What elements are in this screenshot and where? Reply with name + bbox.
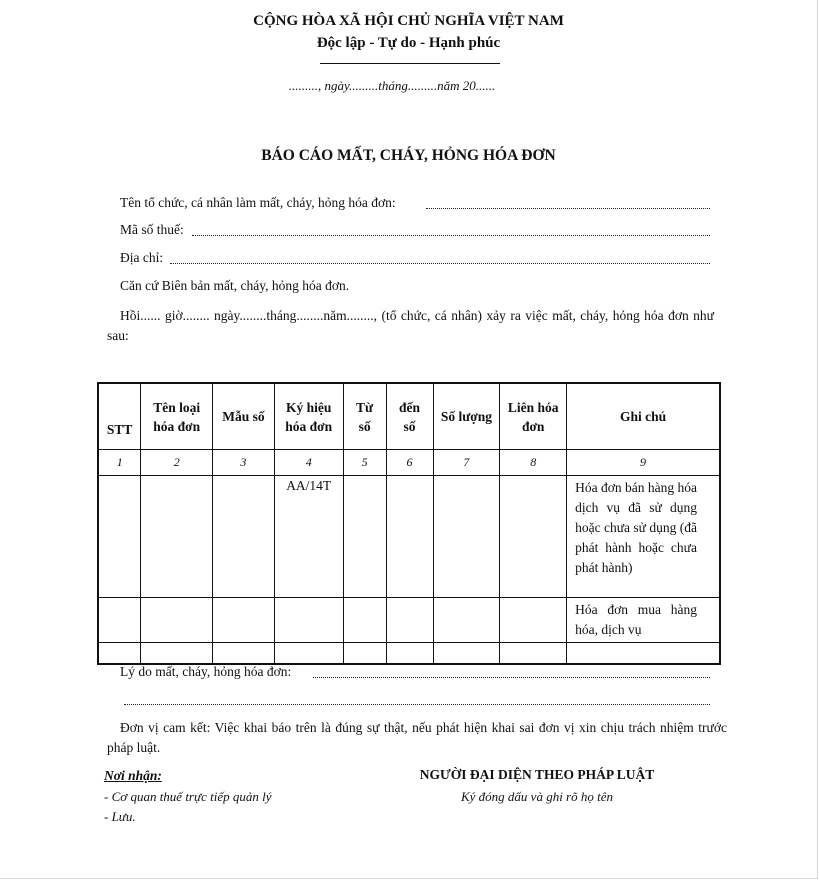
column-number: 9 bbox=[567, 450, 720, 476]
column-number: 8 bbox=[500, 450, 567, 476]
table-row bbox=[98, 598, 720, 643]
representative-subtitle: Ký đóng dấu và ghi rõ họ tên bbox=[460, 789, 613, 804]
org-name-label: Tên tổ chức, cá nhân làm mất, cháy, hỏng hóa đơn: bbox=[120, 195, 396, 210]
commitment-text: Đơn vị cam kết: Việc khai báo trên là đúng sự thật, nếu phát hiện khai sai đơn vị xin chịu trách nhiệm trước pháp luật. bbox=[107, 720, 727, 755]
header-cell: Ghi chú bbox=[567, 383, 720, 450]
nation-heading: CỘNG HÒA XÃ HỘI CHỦ NGHĨA VIỆT NAM bbox=[253, 13, 564, 29]
motto-underline bbox=[320, 63, 500, 64]
invoice-symbol-cell bbox=[274, 643, 343, 664]
tax-code-fill-line bbox=[192, 235, 710, 236]
column-number: 7 bbox=[433, 450, 500, 476]
header-cell: Số lượng bbox=[433, 383, 500, 450]
recipients-label: Nơi nhận: bbox=[104, 768, 162, 783]
column-number: 1 bbox=[98, 450, 141, 476]
tax-code-label: Mã số thuế: bbox=[120, 222, 184, 237]
date-line: ........., ngày.........tháng.........năm 20...... bbox=[288, 78, 496, 93]
reason-fill-line-2 bbox=[124, 704, 710, 705]
column-number: 2 bbox=[141, 450, 213, 476]
representative-title: NGƯỜI ĐẠI DIỆN THEO PHÁP LUẬT bbox=[419, 767, 655, 782]
invoice-table bbox=[97, 382, 721, 665]
org-name-fill-line bbox=[426, 208, 710, 209]
note-cell: Hóa đơn mua hàng hóa, dịch vụ bbox=[567, 598, 720, 643]
recipient-item: - Lưu. bbox=[104, 809, 136, 824]
incident-text: Hồi...... giờ........ ngày........tháng........năm........, (tổ chức, cá nhân) xảy ra việc mất, cháy, hỏng hóa đơn như sau: bbox=[107, 308, 714, 343]
header-cell: đến số bbox=[386, 383, 433, 450]
address-fill-line bbox=[170, 263, 710, 264]
column-number: 4 bbox=[274, 450, 343, 476]
column-number: 6 bbox=[386, 450, 433, 476]
column-number: 3 bbox=[213, 450, 275, 476]
header-cell: Liên hóa đơn bbox=[500, 383, 567, 450]
invoice-symbol-cell bbox=[274, 598, 343, 643]
document-title: BÁO CÁO MẤT, CHÁY, HỎNG HÓA ĐƠN bbox=[261, 147, 556, 164]
reason-label: Lý do mất, cháy, hỏng hóa đơn: bbox=[120, 664, 292, 679]
column-number-row bbox=[98, 450, 720, 476]
address-label: Địa chỉ: bbox=[120, 250, 164, 265]
invoice-symbol-cell: AA/14T bbox=[274, 476, 343, 598]
note-cell: Hóa đơn bán hàng hóa dịch vụ đã sử dụng hoặc chưa sử dụng (đã phát hành hoặc chưa phát hành) bbox=[567, 476, 720, 598]
motto-heading: Độc lập - Tự do - Hạnh phúc bbox=[316, 35, 501, 51]
reason-fill-line bbox=[313, 677, 710, 678]
note-cell bbox=[567, 643, 720, 664]
header-cell: Tên loại hóa đơn bbox=[141, 383, 213, 450]
table-row bbox=[98, 476, 720, 598]
basis-text: Căn cứ Biên bản mất, cháy, hỏng hóa đơn. bbox=[120, 278, 350, 293]
table-row bbox=[98, 643, 720, 664]
header-cell: STT bbox=[98, 383, 141, 450]
column-number: 5 bbox=[343, 450, 386, 476]
header-cell: Ký hiệu hóa đơn bbox=[274, 383, 343, 450]
table-header-row bbox=[98, 383, 720, 450]
header-cell: Từ số bbox=[343, 383, 386, 450]
recipient-item: - Cơ quan thuế trực tiếp quản lý bbox=[104, 789, 272, 804]
header-cell: Mẫu số bbox=[213, 383, 275, 450]
